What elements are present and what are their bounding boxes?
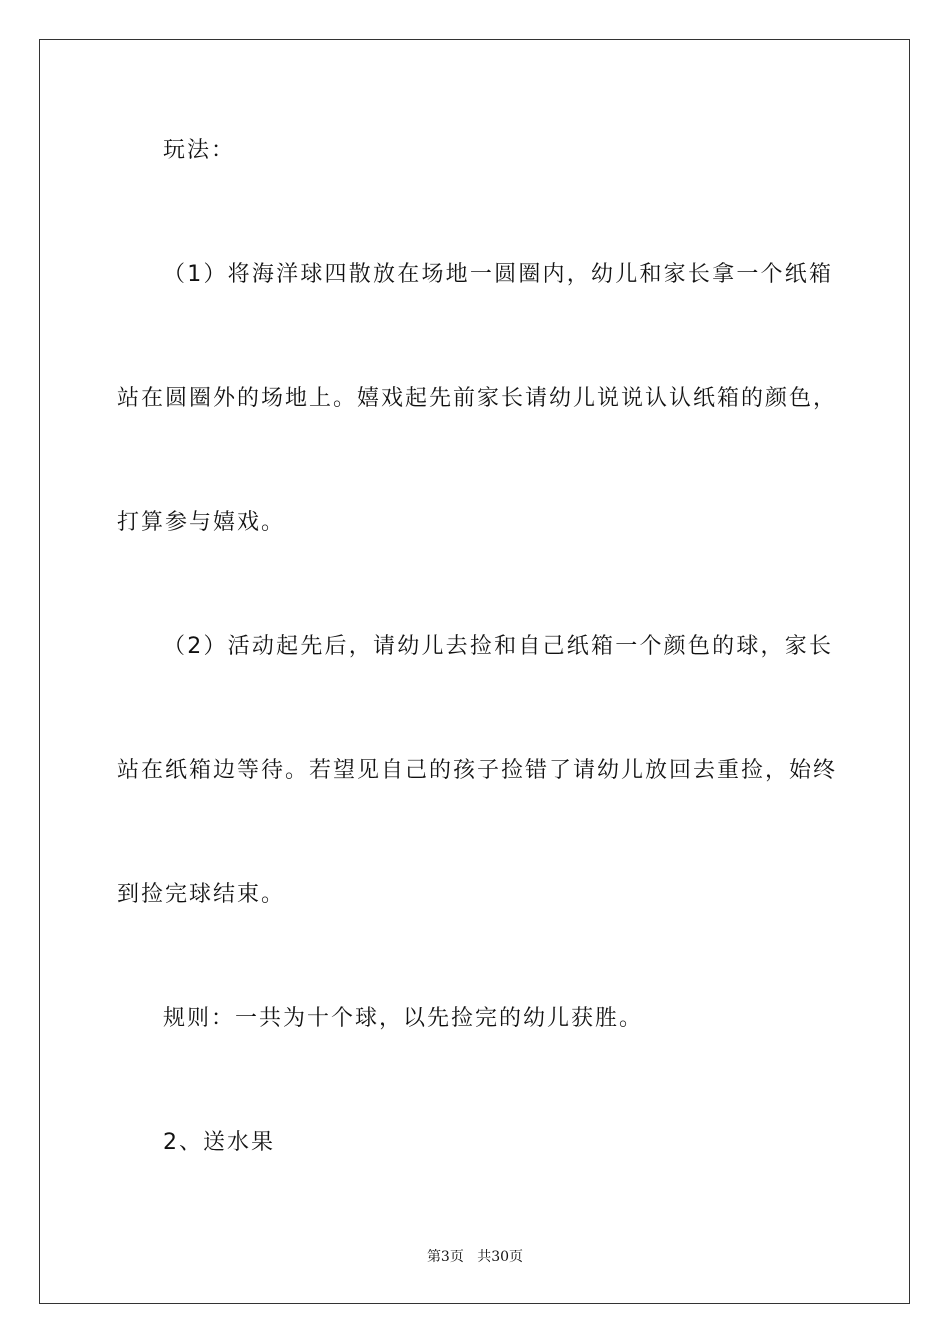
paragraph-line: （2）活动起先后，请幼儿去捡和自己纸箱一个颜色的球，家长	[163, 634, 833, 659]
total-pages: 共30页	[477, 1249, 524, 1265]
heading-gameplay: 玩法：	[163, 138, 236, 163]
paragraph-line: 站在圆圈外的场地上。嬉戏起先前家长请幼儿说说认认纸箱的颜色，	[117, 386, 838, 411]
paragraph-line: 到捡完球结束。	[117, 882, 286, 907]
section-heading: 2、送水果	[163, 1130, 275, 1155]
rules-line: 规则：一共为十个球，以先捡完的幼儿获胜。	[163, 1006, 644, 1031]
paragraph-line: 站在纸箱边等待。若望见自己的孩子捡错了请幼儿放回去重捡，始终	[117, 758, 838, 783]
page-number: 第3页	[426, 1249, 464, 1265]
page-footer	[0, 1248, 950, 1266]
paragraph-line: （1）将海洋球四散放在场地一圆圈内，幼儿和家长拿一个纸箱	[163, 262, 833, 287]
paragraph-line: 打算参与嬉戏。	[117, 510, 286, 535]
page-border	[39, 39, 910, 1304]
